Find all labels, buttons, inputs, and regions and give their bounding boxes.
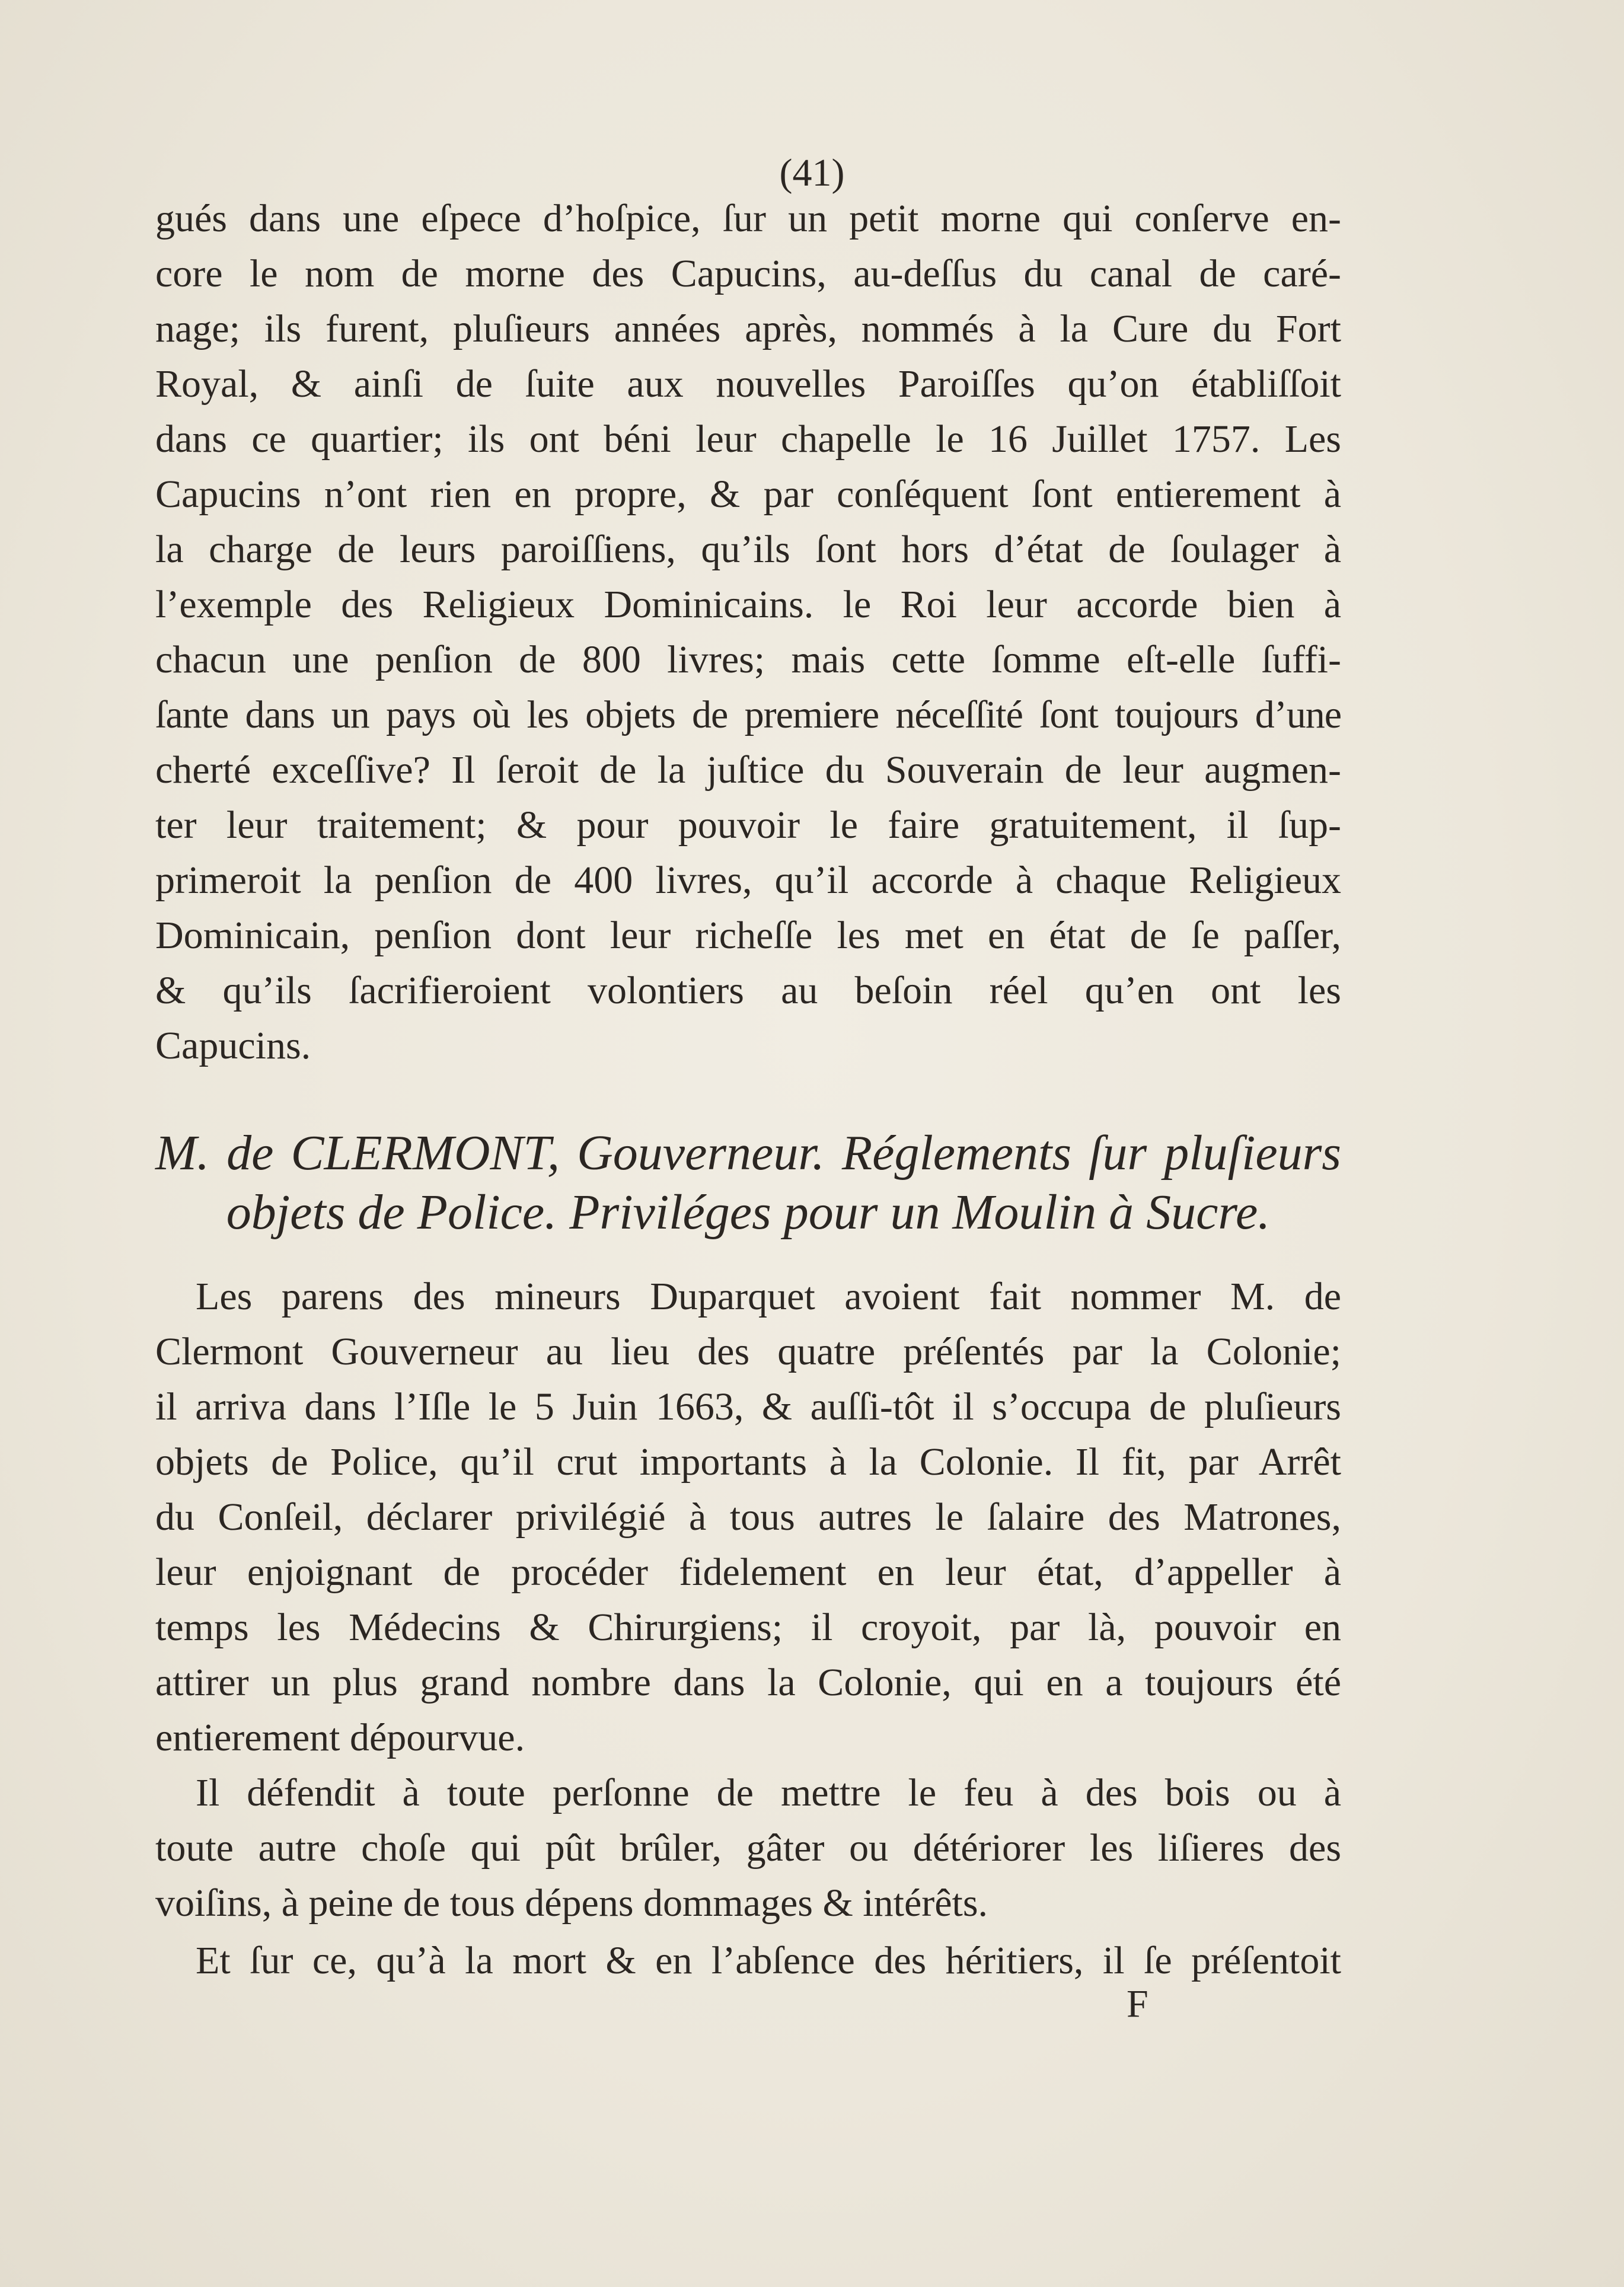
text-line: core le nom de morne des Capucins, au-deſſus du canal de caré-: [155, 252, 1341, 295]
text-line: ter leur traitement; & pour pouvoir le faire gratuitement, il ſup-: [155, 803, 1341, 847]
text-line: Capucins n’ont rien en propre, & par conſéquent ſont entierement à: [155, 473, 1341, 516]
text-line: du Conſeil, déclarer privilégié à tous autres le ſalaire des Matrones,: [155, 1495, 1341, 1539]
paragraph-feu: [155, 1765, 1341, 1931]
text-line: voiſins, à peine de tous dépens dommages & intérêts.: [155, 1881, 988, 1925]
text-line: toute autre choſe qui pût brûler, gâter ou détériorer les liſieres des: [155, 1826, 1341, 1870]
heading-line: M. de CLERMONT, Gouverneur. Réglements ſur pluſieurs: [155, 1125, 1341, 1181]
text-line: gués dans une eſpece d’hoſpice, ſur un petit morne qui conſerve en-: [155, 197, 1341, 240]
text-line: cherté exceſſive? Il ſeroit de la juſtice du Souverain de leur augmen-: [155, 748, 1341, 792]
paragraph-heritiers: [155, 1933, 1341, 1988]
text-line: Dominicain, penſion dont leur richeſſe les met en état de ſe paſſer,: [155, 914, 1341, 957]
text-line: objets de Police, qu’il crut importants à la Colonie. Il fit, par Arrêt: [155, 1440, 1341, 1484]
heading-line: objets de Police. Priviléges pour un Moulin à Sucre.: [226, 1185, 1271, 1240]
paragraph-capucins: [155, 191, 1341, 1073]
text-line: il arriva dans l’Iſle le 5 Juin 1663, & auſſi-tôt il s’occupa de pluſieurs: [155, 1385, 1341, 1428]
text-line: Il défendit à toute perſonne de mettre le feu à des bois ou à: [196, 1771, 1341, 1814]
paragraph-clermont: [155, 1269, 1341, 1765]
text-line: entierement dépourvue.: [155, 1716, 525, 1759]
text-line: attirer un plus grand nombre dans la Colonie, qui en a toujours été: [155, 1661, 1341, 1704]
text-line: Et ſur ce, qu’à la mort & en l’abſence des héritiers, il ſe préſentoit: [196, 1939, 1341, 1982]
text-line: Capucins.: [155, 1024, 311, 1067]
text-line: l’exemple des Religieux Dominicains. le Roi leur accorde bien à: [155, 583, 1341, 626]
text-line: ſante dans un pays où les objets de premiere néceſſité ſont toujours d’une: [155, 693, 1341, 736]
section-heading: [155, 1124, 1341, 1242]
text-line: temps les Médecins & Chirurgiens; il croyoit, par là, pouvoir en: [155, 1606, 1341, 1649]
text-line: Clermont Gouverneur au lieu des quatre préſentés par la Colonie;: [155, 1330, 1341, 1373]
text-line: la charge de leurs paroiſſiens, qu’ils ſont hors d’état de ſoulager à: [155, 528, 1341, 571]
text-line: primeroit la penſion de 400 livres, qu’il accorde à chaque Religieux: [155, 859, 1341, 902]
text-line: Les parens des mineurs Duparquet avoient fait nommer M. de: [196, 1275, 1341, 1318]
text-line: dans ce quartier; ils ont béni leur chapelle le 16 Juillet 1757. Les: [155, 417, 1341, 461]
text-line: Royal, & ainſi de ſuite aux nouvelles Paroiſſes qu’on établiſſoit: [155, 362, 1341, 406]
text-line: chacun une penſion de 800 livres; mais cette ſomme eſt-elle ſuffi-: [155, 638, 1341, 681]
text-line: & qu’ils ſacrifieroient volontiers au beſoin réel qu’en ont les: [155, 969, 1341, 1012]
text-line: nage; ils furent, pluſieurs années après, nommés à la Cure du Fort: [155, 307, 1341, 350]
text-line: leur enjoignant de procéder fidelement en leur état, d’appeller à: [155, 1551, 1341, 1594]
signature-mark: F: [1127, 1982, 1148, 2026]
page-number: (41): [779, 151, 845, 194]
